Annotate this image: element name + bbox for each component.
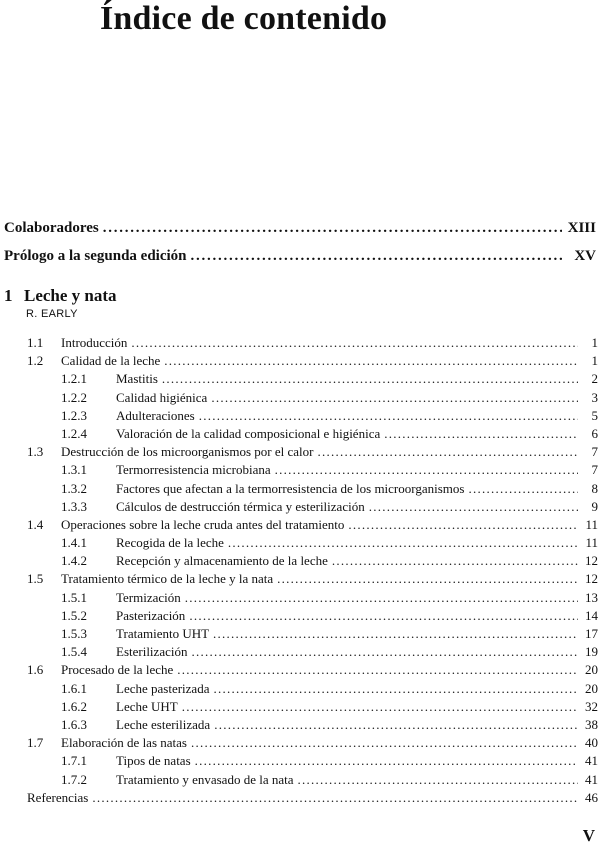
toc-entry-number: 1.7.1 [61,753,87,769]
toc-entry-label: Leche pasterizada [116,680,210,696]
dot-leader [164,352,578,370]
toc-entry-label: Tratamiento y envasado de la nata [116,771,294,787]
toc-entry[interactable] [27,443,598,461]
toc-page-number: 20 [585,662,598,678]
toc-entry-number: 1.3.1 [61,462,87,478]
dot-leader [103,220,562,237]
toc-page-number: 19 [585,644,598,660]
toc-page-number: 9 [591,498,598,514]
dot-leader [162,370,578,388]
dot-leader [317,443,578,461]
toc-entry-label: Leche esterilizada [116,716,211,732]
dot-leader [177,661,578,679]
chapter-title: Leche y nata [24,286,117,305]
toc-entry-number: 1.3.2 [61,480,87,496]
toc-entry[interactable] [27,716,598,734]
toc-page-number: 40 [585,735,598,751]
dot-leader [195,752,578,770]
toc-page-number: 46 [585,789,598,805]
dot-leader [131,334,578,352]
dot-leader [211,389,578,407]
dot-leader [92,789,578,807]
toc-entry-label: Colaboradores [4,220,99,236]
dot-leader [213,680,578,698]
toc-entry[interactable] [27,425,598,443]
toc-page-number: XV [574,248,596,264]
toc-entry-label: Termización [116,589,181,605]
toc-entry-number: 1.5.3 [61,626,87,641]
toc-entry-label: Procesado de la leche [61,662,174,678]
dot-leader [191,248,562,265]
toc-entry[interactable] [27,589,598,607]
toc-entry-number: 1.5.4 [61,644,87,660]
toc-page-number: 2 [591,371,598,387]
toc-page-number: 1 [591,353,598,369]
dot-leader [275,461,578,479]
toc-entry[interactable] [27,534,598,552]
toc-entry-label: Pasterización [116,607,186,623]
toc-entry-number: 1.4 [27,516,44,532]
toc-entry[interactable] [27,407,598,425]
toc-page-number: 3 [591,389,598,405]
toc-page-number: 7 [591,444,598,460]
toc-entry-label: Valoración de la calidad composicional e higiénica [116,425,381,441]
toc-entry-label: Elaboración de las natas [61,735,187,751]
toc-entry-number: 1.4.1 [61,535,87,551]
dot-leader [214,716,578,734]
toc-entry-label: Operaciones sobre la leche cruda antes del tratamiento [61,516,345,532]
toc-entry[interactable] [27,680,598,698]
toc-entry[interactable] [27,334,598,352]
toc-entry-number: 1.5.1 [61,589,87,605]
dot-leader [185,589,578,607]
toc-page-number: 12 [585,553,598,569]
toc-entry[interactable] [27,352,598,370]
dot-leader [189,607,578,625]
toc-entry-label: Calidad de la leche [61,353,161,369]
toc-entry-number: 1.2.3 [61,407,87,423]
toc-entry-number: 1.7 [27,735,44,751]
toc-entry-label: Termorresistencia microbiana [116,462,271,478]
table-of-contents [27,334,598,807]
toc-entry-label: Recepción y almacenamiento de la leche [116,553,328,569]
toc-entry[interactable] [27,789,598,807]
toc-entry[interactable] [27,516,598,534]
toc-entry-number: 1.6.1 [61,680,87,696]
toc-page-number: 32 [585,698,598,714]
chapter-heading [4,286,117,306]
toc-entry-number: 1.3 [27,444,44,460]
toc-page-number: 6 [591,425,598,441]
toc-entry[interactable] [27,752,598,770]
toc-page-number: 41 [585,753,598,769]
toc-entry-label: Recogida de la leche [116,535,224,551]
toc-entry-label: Tipos de natas [116,753,191,769]
toc-entry-label: Mastitis [116,371,158,387]
toc-front-entry-prologo[interactable] [4,248,596,265]
toc-entry-number: 1.1 [27,335,44,350]
toc-entry-label: Factores que afectan a la termorresistencia de los microorganismos [116,480,465,496]
toc-page-number: 14 [585,607,598,623]
dot-leader [199,407,578,425]
dot-leader [369,498,578,516]
toc-entry-number: 1.2.2 [61,389,87,405]
toc-entry-number: 1.4.2 [61,553,87,569]
dot-leader [348,516,578,534]
toc-entry[interactable] [27,698,598,716]
toc-page-number: 11 [585,516,598,532]
dot-leader [191,734,578,752]
toc-entry-label: Esterilización [116,644,188,660]
toc-page-number: XIII [567,220,596,236]
toc-entry-label: Destrucción de los microorganismos por el calor [61,444,314,460]
toc-entry-label: Adulteraciones [116,407,195,423]
page-title: Índice de contenido [100,0,388,37]
toc-entry-label: Calidad higiénica [116,389,208,405]
dot-leader [182,698,578,716]
toc-entry[interactable] [27,625,598,643]
toc-page-number: 41 [585,771,598,787]
toc-entry-label: Leche UHT [116,698,178,714]
toc-page-number: 38 [585,716,598,732]
toc-entry-label: Cálculos de destrucción térmica y esterilización [116,498,365,514]
toc-entry-label: Introducción [61,335,128,350]
toc-page-number: 13 [585,589,598,605]
chapter-number: 1 [4,286,13,305]
toc-entry[interactable] [27,570,598,588]
toc-page-number: 11 [585,535,598,551]
toc-front-entry-colaboradores[interactable] [4,220,596,237]
toc-entry-number: 1.3.3 [61,498,87,514]
toc-entry[interactable] [27,607,598,625]
toc-page-number: 5 [591,407,598,423]
toc-entry-number: 1.2.4 [61,425,87,441]
toc-entry[interactable] [27,552,598,570]
dot-leader [277,570,578,588]
chapter-author: R. EARLY [26,308,78,320]
toc-entry[interactable] [27,734,598,752]
dot-leader [384,425,578,443]
toc-entry-number: 1.6.3 [61,716,87,732]
toc-entry-label: Tratamiento UHT [116,626,210,641]
toc-entry-number: 1.2.1 [61,371,87,387]
toc-entry[interactable] [27,370,598,388]
toc-page-number: 12 [585,571,598,587]
dot-leader [298,771,579,789]
toc-entry[interactable] [27,771,598,789]
toc-entry-number: 1.6 [27,662,44,678]
toc-entry[interactable] [27,461,598,479]
toc-entry-number: 1.6.2 [61,698,87,714]
toc-entry[interactable] [27,643,598,661]
toc-page-number: 7 [591,462,598,478]
toc-entry[interactable] [27,661,598,679]
dot-leader [332,552,578,570]
dot-leader [213,625,578,643]
toc-entry[interactable] [27,389,598,407]
dot-leader [228,534,578,552]
dot-leader [468,480,578,498]
toc-entry[interactable] [27,480,598,498]
toc-page-number: 8 [591,480,598,496]
toc-entry-label: Referencias [27,789,89,805]
toc-entry-number: 1.7.2 [61,771,87,787]
toc-entry-number: 1.5 [27,571,44,587]
toc-page-number: 20 [585,680,598,696]
page-folio: V [582,826,595,845]
toc-entry-number: 1.2 [27,353,44,369]
dot-leader [191,643,578,661]
toc-entry-label: Tratamiento térmico de la leche y la nata [61,571,274,587]
toc-page-number: 17 [585,626,598,641]
toc-page-number: 1 [591,335,598,350]
toc-entry-number: 1.5.2 [61,607,87,623]
toc-entry-label: Prólogo a la segunda edición [4,248,187,264]
toc-entry[interactable] [27,498,598,516]
